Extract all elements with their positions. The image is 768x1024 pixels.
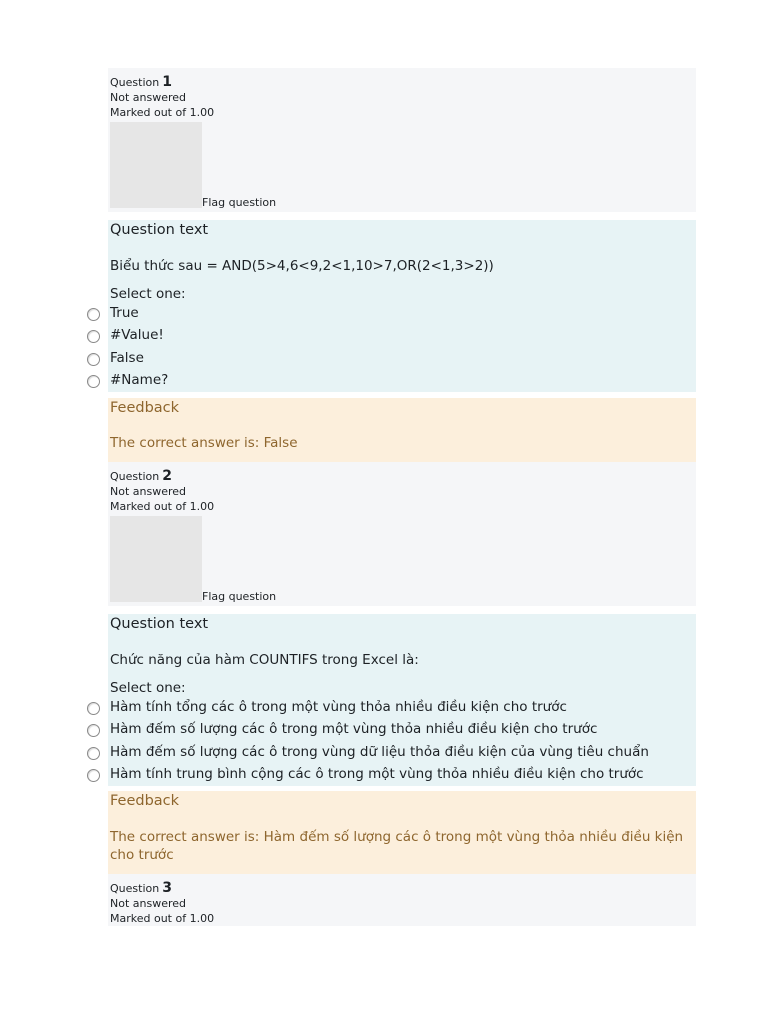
answer-option[interactable] [84, 699, 696, 721]
question-number: Question 3 [110, 880, 172, 896]
question-grade: Marked out of 1.00 [110, 500, 215, 513]
flag-question-link[interactable]: Flag question [202, 590, 277, 603]
question-state: Not answered [110, 485, 187, 498]
flag-icon[interactable] [110, 516, 202, 602]
answer-label[interactable]: #Value! [110, 327, 164, 343]
select-one-label: Select one: [110, 286, 186, 302]
question-text-heading: Question text [110, 616, 209, 632]
question-2-info [108, 462, 696, 606]
question-text: Chức năng của hàm COUNTIFS trong Excel là: [110, 652, 419, 668]
feedback-text: The correct answer is: False [110, 435, 298, 451]
answer-option[interactable] [84, 327, 696, 349]
feedback-text: The correct answer is: Hàm đếm số lượng các ô trong một vùng thỏa nhiều điều kiện cho trước [110, 829, 684, 863]
answer-option[interactable] [84, 721, 696, 743]
answer-option[interactable] [84, 766, 696, 788]
radio-button[interactable] [87, 375, 100, 388]
radio-button[interactable] [87, 702, 100, 715]
question-text: Biểu thức sau = AND(5>4,6<9,2<1,10>7,OR(2<1,3>2)) [110, 258, 494, 274]
select-one-label: Select one: [110, 680, 186, 696]
answer-label[interactable]: Hàm đếm số lượng các ô trong một vùng thỏa nhiều điều kiện cho trước [110, 721, 598, 737]
answer-label[interactable]: True [110, 305, 139, 321]
question-grade: Marked out of 1.00 [110, 106, 215, 119]
answer-list [84, 305, 696, 393]
answer-label[interactable]: #Name? [110, 372, 169, 388]
question-number-value: 2 [162, 468, 172, 484]
answer-label[interactable]: False [110, 350, 144, 366]
feedback-box [108, 398, 696, 462]
answer-list [84, 699, 696, 787]
feedback-heading: Feedback [110, 400, 180, 416]
radio-button[interactable] [87, 769, 100, 782]
question-1-info [108, 68, 696, 212]
answer-option[interactable] [84, 350, 696, 372]
question-state: Not answered [110, 897, 187, 910]
radio-button[interactable] [87, 353, 100, 366]
radio-button[interactable] [87, 724, 100, 737]
answer-label[interactable]: Hàm tính trung bình cộng các ô trong một vùng thỏa nhiều điều kiện cho trước [110, 766, 644, 782]
question-number-value: 1 [162, 74, 172, 90]
answer-label[interactable]: Hàm đếm số lượng các ô trong vùng dữ liệu thỏa điều kiện của vùng tiêu chuẩn [110, 744, 649, 760]
feedback-box [108, 791, 696, 874]
feedback-heading: Feedback [110, 793, 180, 809]
answer-option[interactable] [84, 305, 696, 327]
question-state: Not answered [110, 91, 187, 104]
question-grade: Marked out of 1.00 [110, 912, 215, 925]
question-text-heading: Question text [110, 222, 209, 238]
flag-question-link[interactable]: Flag question [202, 196, 277, 209]
answer-label[interactable]: Hàm tính tổng các ô trong một vùng thỏa nhiều điều kiện cho trước [110, 699, 567, 715]
question-number-value: 3 [162, 880, 172, 896]
answer-option[interactable] [84, 744, 696, 766]
radio-button[interactable] [87, 330, 100, 343]
radio-button[interactable] [87, 747, 100, 760]
flag-icon[interactable] [110, 122, 202, 208]
radio-button[interactable] [87, 308, 100, 321]
question-number: Question 1 [110, 74, 172, 90]
question-number: Question 2 [110, 468, 172, 484]
question-3-info [108, 874, 696, 926]
answer-option[interactable] [84, 372, 696, 394]
